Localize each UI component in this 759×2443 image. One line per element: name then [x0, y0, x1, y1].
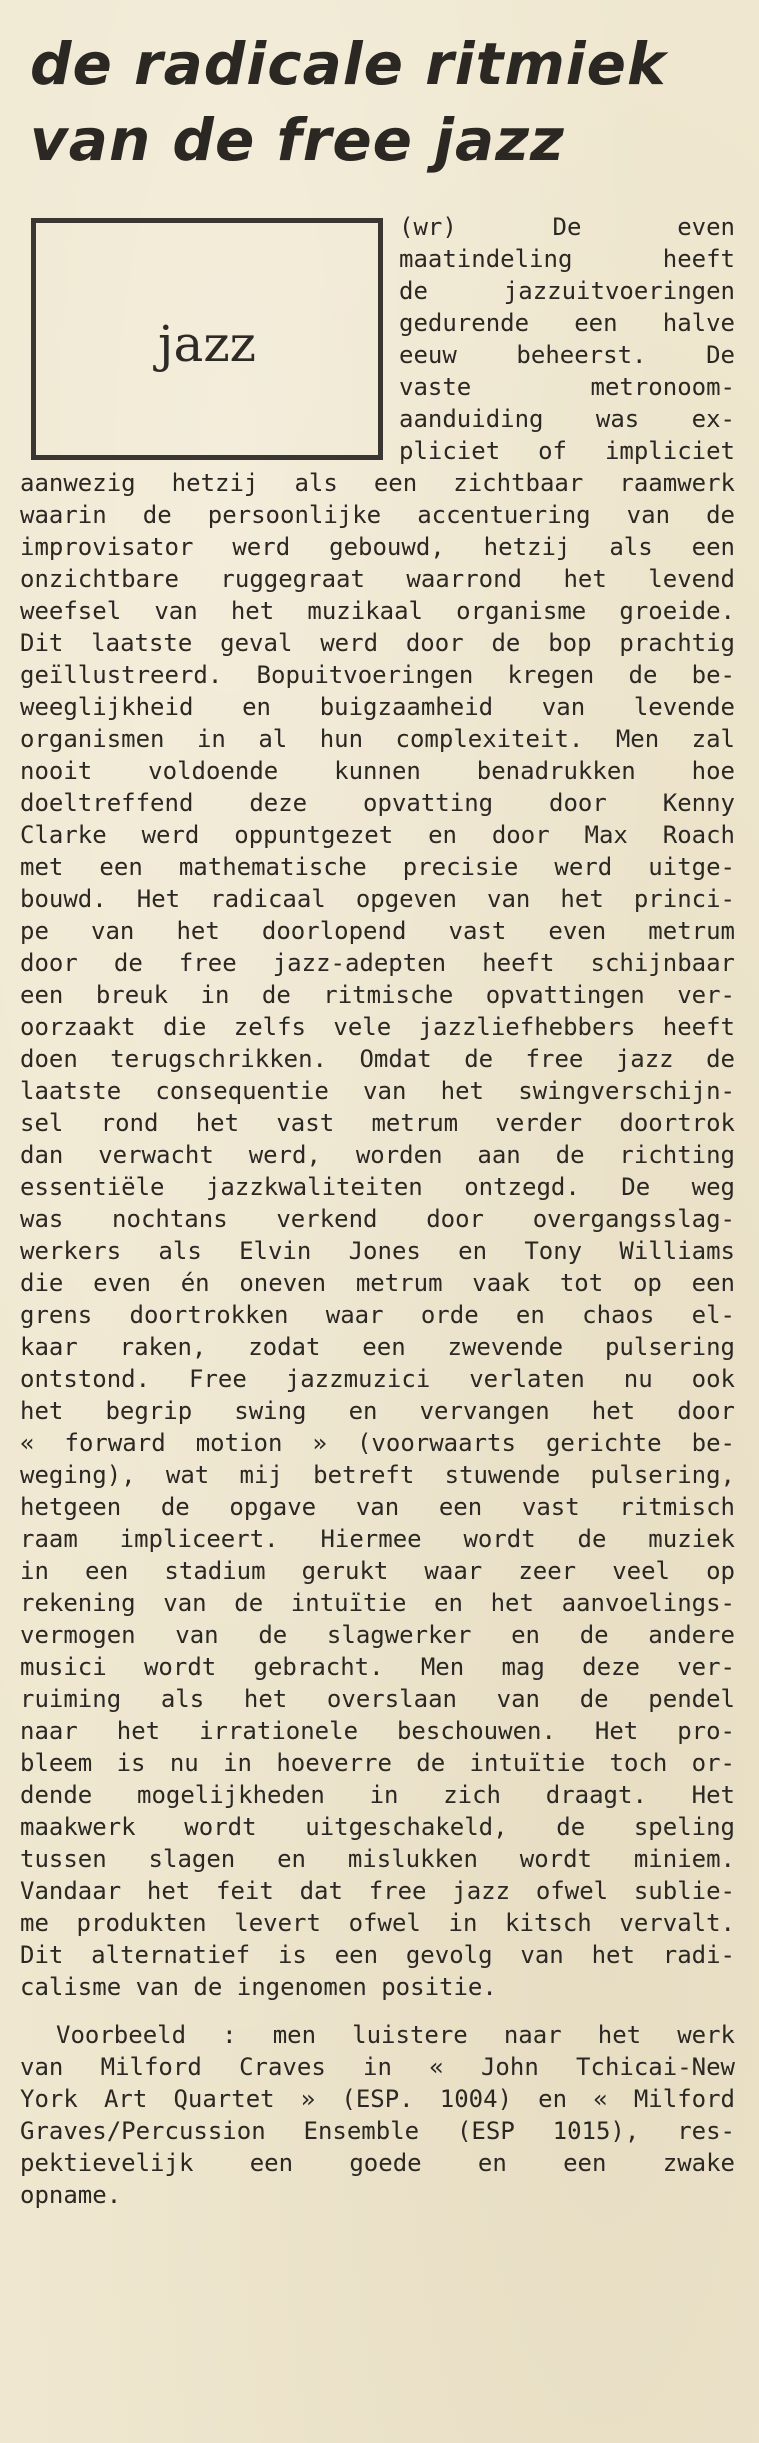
article-line: doen terugschrikken. Omdat de free jazz de [20, 1045, 735, 1073]
article-line: werkers als Elvin Jones en Tony Williams [20, 1237, 735, 1265]
kicker-box [31, 218, 383, 460]
article-line: musici wordt gebracht. Men mag deze ver- [20, 1653, 735, 1681]
example-line: York Art Quartet » (ESP. 1004) en « Milford [20, 2085, 735, 2113]
headline-line-2: van de free jazz [30, 106, 565, 174]
example-line: Voorbeeld : men luistere naar het werk [56, 2021, 735, 2049]
article-line: vermogen van de slagwerker en de andere [20, 1621, 735, 1649]
article-line: « forward motion » (voorwaarts gerichte be- [20, 1429, 735, 1457]
article-line: weefsel van het muzikaal organisme groeide. [20, 597, 735, 625]
article-line: kaar raken, zodat een zwevende pulsering [20, 1333, 735, 1361]
article-line: laatste consequentie van het swingverschijn- [20, 1077, 735, 1105]
article-line: ruiming als het overslaan van de pendel [20, 1685, 735, 1713]
article-line: geïllustreerd. Bopuitvoeringen kregen de be- [20, 661, 735, 689]
kicker-label: jazz [158, 315, 256, 373]
article-line: aanduiding was ex- [399, 405, 735, 433]
article-line: hetgeen de opgave van een vast ritmisch [20, 1493, 735, 1521]
article-line: dende mogelijkheden in zich draagt. Het [20, 1781, 735, 1809]
headline [30, 26, 730, 178]
article-line: door de free jazz-adepten heeft schijnbaar [20, 949, 735, 977]
article-line: me produkten levert ofwel in kitsch vervalt. [20, 1909, 735, 1937]
article-line: bouwd. Het radicaal opgeven van het princi- [20, 885, 735, 913]
headline-line-1: de radicale ritmiek [30, 30, 667, 98]
article-line: doeltreffend deze opvatting door Kenny [20, 789, 735, 817]
article-line: ontstond. Free jazzmuzici verlaten nu ook [20, 1365, 735, 1393]
article-line: aanwezig hetzij als een zichtbaar raamwerk [20, 469, 735, 497]
article-line: calisme van de ingenomen positie. [20, 1973, 497, 2001]
article-line: maakwerk wordt uitgeschakeld, de speling [20, 1813, 735, 1841]
article-line: gedurende een halve [399, 309, 735, 337]
article-line: tussen slagen en mislukken wordt miniem. [20, 1845, 735, 1873]
article-line: vaste metronoom- [399, 373, 735, 401]
article-line: een breuk in de ritmische opvattingen ver- [20, 981, 735, 1009]
article-line: naar het irrationele beschouwen. Het pro- [20, 1717, 735, 1745]
article-line: pliciet of impliciet [399, 437, 735, 465]
article-line: de jazzuitvoeringen [399, 277, 735, 305]
article-line: was nochtans verkend door overgangsslag- [20, 1205, 735, 1233]
example-line: van Milford Craves in « John Tchicai-New [20, 2053, 735, 2081]
article-line: weging), wat mij betreft stuwende pulsering, [20, 1461, 735, 1489]
article-line: waarin de persoonlijke accentuering van de [20, 501, 735, 529]
example-line: pektievelijk een goede en een zwake [20, 2149, 735, 2177]
article-line: raam impliceert. Hiermee wordt de muziek [20, 1525, 735, 1553]
article-line: improvisator werd gebouwd, hetzij als een [20, 533, 735, 561]
article-line: in een stadium gerukt waar zeer veel op [20, 1557, 735, 1585]
article-line: onzichtbare ruggegraat waarrond het levend [20, 565, 735, 593]
article-line: (wr) De even [399, 213, 735, 241]
article-line: grens doortrokken waar orde en chaos el- [20, 1301, 735, 1329]
article-line: die even én oneven metrum vaak tot op een [20, 1269, 735, 1297]
article-line: het begrip swing en vervangen het door [20, 1397, 735, 1425]
article-line: essentiële jazzkwaliteiten ontzegd. De weg [20, 1173, 735, 1201]
article-line: Dit alternatief is een gevolg van het radi- [20, 1941, 735, 1969]
article-line: met een mathematische precisie werd uitge- [20, 853, 735, 881]
article-line: Dit laatste geval werd door de bop prachtig [20, 629, 735, 657]
article-line: Vandaar het feit dat free jazz ofwel sublie- [20, 1877, 735, 1905]
article-line: dan verwacht werd, worden aan de richting [20, 1141, 735, 1169]
article-line: bleem is nu in hoeverre de intuïtie toch or- [20, 1749, 735, 1777]
article-line: organismen in al hun complexiteit. Men zal [20, 725, 735, 753]
example-line: opname. [20, 2181, 122, 2209]
article-line: Clarke werd oppuntgezet en door Max Roach [20, 821, 735, 849]
article-line: sel rond het vast metrum verder doortrok [20, 1109, 735, 1137]
article-line: eeuw beheerst. De [399, 341, 735, 369]
example-line: Graves/Percussion Ensemble (ESP 1015), res- [20, 2117, 735, 2145]
article-line: oorzaakt die zelfs vele jazzliefhebbers heeft [20, 1013, 735, 1041]
article-line: pe van het doorlopend vast even metrum [20, 917, 735, 945]
article-line: maatindeling heeft [399, 245, 735, 273]
article-line: nooit voldoende kunnen benadrukken hoe [20, 757, 735, 785]
article-line: weeglijkheid en buigzaamheid van levende [20, 693, 735, 721]
article-line: rekening van de intuïtie en het aanvoelings- [20, 1589, 735, 1617]
